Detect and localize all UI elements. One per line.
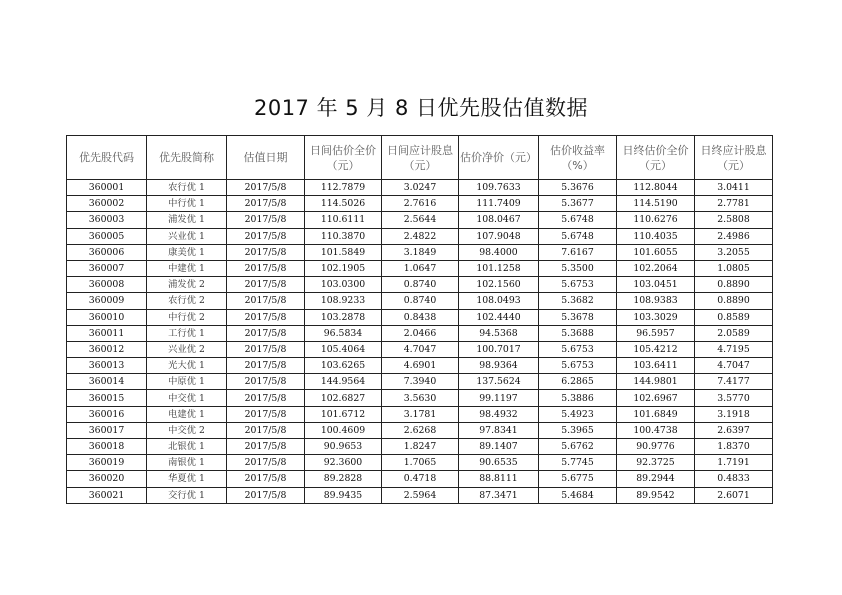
cell-intraday-accrued: 3.1849 bbox=[382, 244, 459, 260]
cell-name: 浦发优 1 bbox=[147, 212, 227, 228]
cell-code: 360017 bbox=[67, 422, 147, 438]
header-text: 优先股代码 bbox=[79, 151, 134, 164]
cell-name: 兴业优 1 bbox=[147, 228, 227, 244]
table-row bbox=[67, 439, 773, 455]
table-row bbox=[67, 422, 773, 438]
table-row bbox=[67, 487, 773, 503]
header-eod-full-price bbox=[617, 136, 695, 180]
cell-net-price: 97.8341 bbox=[459, 422, 539, 438]
cell-yield: 5.6753 bbox=[539, 277, 617, 293]
header-name bbox=[147, 136, 227, 180]
cell-yield: 6.2865 bbox=[539, 374, 617, 390]
cell-net-price: 100.7017 bbox=[459, 341, 539, 357]
cell-intraday-accrued: 2.6268 bbox=[382, 422, 459, 438]
cell-name: 电建优 1 bbox=[147, 406, 227, 422]
page-title: 2017 年 5 月 8 日优先股估值数据 bbox=[253, 96, 589, 120]
cell-intraday-full-price: 101.6712 bbox=[305, 406, 382, 422]
table-body bbox=[67, 180, 773, 504]
cell-net-price: 107.9048 bbox=[459, 228, 539, 244]
cell-net-price: 102.1560 bbox=[459, 277, 539, 293]
cell-eod-full-price: 103.3029 bbox=[617, 309, 695, 325]
cell-yield: 5.3688 bbox=[539, 325, 617, 341]
cell-yield: 5.6762 bbox=[539, 439, 617, 455]
cell-intraday-full-price: 110.6111 bbox=[305, 212, 382, 228]
cell-code: 360003 bbox=[67, 212, 147, 228]
cell-name: 工行优 1 bbox=[147, 325, 227, 341]
cell-eod-full-price: 101.6055 bbox=[617, 244, 695, 260]
cell-code: 360013 bbox=[67, 358, 147, 374]
cell-yield: 7.6167 bbox=[539, 244, 617, 260]
cell-eod-full-price: 101.6849 bbox=[617, 406, 695, 422]
cell-name: 农行优 1 bbox=[147, 180, 227, 196]
cell-intraday-full-price: 92.3600 bbox=[305, 455, 382, 471]
cell-date: 2017/5/8 bbox=[227, 406, 305, 422]
cell-yield: 5.6753 bbox=[539, 358, 617, 374]
cell-eod-accrued: 4.7195 bbox=[695, 341, 773, 357]
cell-intraday-full-price: 89.9435 bbox=[305, 487, 382, 503]
table-row bbox=[67, 228, 773, 244]
cell-intraday-full-price: 105.4064 bbox=[305, 341, 382, 357]
table-row bbox=[67, 244, 773, 260]
cell-name: 浦发优 2 bbox=[147, 277, 227, 293]
cell-date: 2017/5/8 bbox=[227, 196, 305, 212]
cell-eod-accrued: 0.8890 bbox=[695, 277, 773, 293]
cell-eod-full-price: 110.4035 bbox=[617, 228, 695, 244]
cell-code: 360011 bbox=[67, 325, 147, 341]
cell-net-price: 87.3471 bbox=[459, 487, 539, 503]
cell-eod-accrued: 2.6397 bbox=[695, 422, 773, 438]
cell-code: 360002 bbox=[67, 196, 147, 212]
cell-net-price: 98.4000 bbox=[459, 244, 539, 260]
header-code bbox=[67, 136, 147, 180]
cell-intraday-full-price: 96.5834 bbox=[305, 325, 382, 341]
cell-net-price: 90.6535 bbox=[459, 455, 539, 471]
table-header-row bbox=[67, 136, 773, 180]
cell-intraday-accrued: 4.6901 bbox=[382, 358, 459, 374]
cell-yield: 5.4684 bbox=[539, 487, 617, 503]
cell-code: 360010 bbox=[67, 309, 147, 325]
cell-intraday-accrued: 3.1781 bbox=[382, 406, 459, 422]
cell-intraday-full-price: 112.7879 bbox=[305, 180, 382, 196]
cell-date: 2017/5/8 bbox=[227, 325, 305, 341]
header-yield bbox=[539, 136, 617, 180]
cell-eod-accrued: 0.8890 bbox=[695, 293, 773, 309]
cell-eod-accrued: 3.2055 bbox=[695, 244, 773, 260]
cell-yield: 5.7745 bbox=[539, 455, 617, 471]
cell-eod-accrued: 2.0589 bbox=[695, 325, 773, 341]
cell-intraday-full-price: 90.9653 bbox=[305, 439, 382, 455]
header-text: 日间估价全价 bbox=[310, 143, 376, 157]
header-text: 估价收益率 bbox=[550, 143, 605, 157]
cell-eod-accrued: 7.4177 bbox=[695, 374, 773, 390]
cell-yield: 5.6775 bbox=[539, 471, 617, 487]
cell-intraday-accrued: 0.8438 bbox=[382, 309, 459, 325]
cell-intraday-full-price: 103.2878 bbox=[305, 309, 382, 325]
cell-code: 360008 bbox=[67, 277, 147, 293]
table-row bbox=[67, 471, 773, 487]
cell-eod-full-price: 102.2064 bbox=[617, 260, 695, 276]
header-intraday-full-price bbox=[305, 136, 382, 180]
cell-date: 2017/5/8 bbox=[227, 244, 305, 260]
cell-net-price: 89.1407 bbox=[459, 439, 539, 455]
cell-eod-full-price: 110.6276 bbox=[617, 212, 695, 228]
cell-intraday-accrued: 2.4822 bbox=[382, 228, 459, 244]
cell-intraday-accrued: 0.8740 bbox=[382, 277, 459, 293]
header-eod-accrued bbox=[695, 136, 773, 180]
cell-eod-accrued: 2.5808 bbox=[695, 212, 773, 228]
cell-eod-full-price: 89.9542 bbox=[617, 487, 695, 503]
cell-eod-accrued: 4.7047 bbox=[695, 358, 773, 374]
cell-intraday-full-price: 144.9564 bbox=[305, 374, 382, 390]
cell-net-price: 109.7633 bbox=[459, 180, 539, 196]
cell-yield: 5.3678 bbox=[539, 309, 617, 325]
cell-date: 2017/5/8 bbox=[227, 471, 305, 487]
cell-intraday-full-price: 110.3870 bbox=[305, 228, 382, 244]
header-text: （元） bbox=[717, 158, 750, 172]
table-row bbox=[67, 455, 773, 471]
header-text: 日终估价全价 bbox=[622, 143, 689, 157]
header-date bbox=[227, 136, 305, 180]
cell-code: 360020 bbox=[67, 471, 147, 487]
cell-yield: 5.3677 bbox=[539, 196, 617, 212]
cell-intraday-full-price: 89.2828 bbox=[305, 471, 382, 487]
cell-yield: 5.6748 bbox=[539, 212, 617, 228]
cell-intraday-accrued: 3.0247 bbox=[382, 180, 459, 196]
cell-name: 中交优 2 bbox=[147, 422, 227, 438]
table-row bbox=[67, 277, 773, 293]
cell-date: 2017/5/8 bbox=[227, 487, 305, 503]
cell-name: 交行优 1 bbox=[147, 487, 227, 503]
cell-name: 南银优 1 bbox=[147, 455, 227, 471]
cell-eod-accrued: 0.4833 bbox=[695, 471, 773, 487]
cell-date: 2017/5/8 bbox=[227, 341, 305, 357]
cell-intraday-accrued: 0.4718 bbox=[382, 471, 459, 487]
table-row bbox=[67, 196, 773, 212]
cell-code: 360016 bbox=[67, 406, 147, 422]
cell-net-price: 111.7409 bbox=[459, 196, 539, 212]
cell-net-price: 94.5368 bbox=[459, 325, 539, 341]
cell-date: 2017/5/8 bbox=[227, 390, 305, 406]
cell-date: 2017/5/8 bbox=[227, 439, 305, 455]
cell-intraday-accrued: 1.8247 bbox=[382, 439, 459, 455]
cell-code: 360005 bbox=[67, 228, 147, 244]
cell-eod-full-price: 92.3725 bbox=[617, 455, 695, 471]
cell-eod-accrued: 1.8370 bbox=[695, 439, 773, 455]
cell-code: 360001 bbox=[67, 180, 147, 196]
cell-intraday-accrued: 1.7065 bbox=[382, 455, 459, 471]
cell-date: 2017/5/8 bbox=[227, 228, 305, 244]
cell-intraday-accrued: 7.3940 bbox=[382, 374, 459, 390]
header-text: 优先股简称 bbox=[159, 151, 214, 164]
cell-eod-accrued: 2.4986 bbox=[695, 228, 773, 244]
header-text: （%） bbox=[561, 158, 594, 172]
cell-intraday-accrued: 2.5644 bbox=[382, 212, 459, 228]
cell-net-price: 102.4440 bbox=[459, 309, 539, 325]
cell-eod-full-price: 102.6967 bbox=[617, 390, 695, 406]
cell-intraday-accrued: 3.5630 bbox=[382, 390, 459, 406]
cell-date: 2017/5/8 bbox=[227, 260, 305, 276]
cell-intraday-accrued: 2.5964 bbox=[382, 487, 459, 503]
cell-date: 2017/5/8 bbox=[227, 293, 305, 309]
cell-intraday-accrued: 4.7047 bbox=[382, 341, 459, 357]
cell-date: 2017/5/8 bbox=[227, 374, 305, 390]
cell-intraday-accrued: 2.0466 bbox=[382, 325, 459, 341]
table-row bbox=[67, 374, 773, 390]
cell-date: 2017/5/8 bbox=[227, 277, 305, 293]
cell-eod-full-price: 112.8044 bbox=[617, 180, 695, 196]
cell-net-price: 108.0467 bbox=[459, 212, 539, 228]
header-text: 日终应计股息 bbox=[700, 143, 767, 157]
cell-code: 360019 bbox=[67, 455, 147, 471]
cell-intraday-full-price: 103.6265 bbox=[305, 358, 382, 374]
cell-name: 北银优 1 bbox=[147, 439, 227, 455]
cell-eod-accrued: 3.5770 bbox=[695, 390, 773, 406]
table-row bbox=[67, 180, 773, 196]
cell-eod-full-price: 108.9383 bbox=[617, 293, 695, 309]
cell-net-price: 98.9364 bbox=[459, 358, 539, 374]
cell-date: 2017/5/8 bbox=[227, 180, 305, 196]
cell-name: 农行优 2 bbox=[147, 293, 227, 309]
cell-yield: 5.4923 bbox=[539, 406, 617, 422]
cell-yield: 5.3682 bbox=[539, 293, 617, 309]
cell-intraday-accrued: 2.7616 bbox=[382, 196, 459, 212]
cell-code: 360015 bbox=[67, 390, 147, 406]
cell-code: 360012 bbox=[67, 341, 147, 357]
cell-net-price: 101.1258 bbox=[459, 260, 539, 276]
cell-net-price: 98.4932 bbox=[459, 406, 539, 422]
cell-name: 华夏优 1 bbox=[147, 471, 227, 487]
cell-eod-accrued: 3.0411 bbox=[695, 180, 773, 196]
cell-eod-accrued: 0.8589 bbox=[695, 309, 773, 325]
cell-name: 中原优 1 bbox=[147, 374, 227, 390]
cell-code: 360018 bbox=[67, 439, 147, 455]
cell-date: 2017/5/8 bbox=[227, 309, 305, 325]
cell-intraday-full-price: 114.5026 bbox=[305, 196, 382, 212]
header-text: 估值日期 bbox=[243, 151, 288, 164]
cell-name: 中行优 1 bbox=[147, 196, 227, 212]
header-text: 估价净价（元） bbox=[460, 151, 537, 164]
table-row bbox=[67, 390, 773, 406]
cell-yield: 5.6753 bbox=[539, 341, 617, 357]
table-row bbox=[67, 341, 773, 357]
cell-name: 光大优 1 bbox=[147, 358, 227, 374]
cell-eod-full-price: 103.6411 bbox=[617, 358, 695, 374]
cell-code: 360009 bbox=[67, 293, 147, 309]
cell-date: 2017/5/8 bbox=[227, 358, 305, 374]
header-text: 日间应计股息 bbox=[387, 143, 453, 157]
table-row bbox=[67, 293, 773, 309]
cell-date: 2017/5/8 bbox=[227, 212, 305, 228]
cell-net-price: 137.5624 bbox=[459, 374, 539, 390]
cell-name: 康美优 1 bbox=[147, 244, 227, 260]
cell-eod-accrued: 1.7191 bbox=[695, 455, 773, 471]
cell-code: 360014 bbox=[67, 374, 147, 390]
table-row bbox=[67, 325, 773, 341]
cell-eod-accrued: 3.1918 bbox=[695, 406, 773, 422]
valuation-table bbox=[66, 135, 773, 504]
cell-yield: 5.3886 bbox=[539, 390, 617, 406]
header-text: （元） bbox=[639, 158, 672, 172]
cell-name: 兴业优 2 bbox=[147, 341, 227, 357]
header-text: （元） bbox=[403, 158, 437, 172]
cell-date: 2017/5/8 bbox=[227, 422, 305, 438]
cell-name: 中交优 1 bbox=[147, 390, 227, 406]
header-net-price bbox=[459, 136, 539, 180]
cell-intraday-accrued: 1.0647 bbox=[382, 260, 459, 276]
cell-yield: 5.3500 bbox=[539, 260, 617, 276]
cell-net-price: 99.1197 bbox=[459, 390, 539, 406]
cell-name: 中建优 1 bbox=[147, 260, 227, 276]
table-row bbox=[67, 212, 773, 228]
cell-yield: 5.3965 bbox=[539, 422, 617, 438]
cell-eod-accrued: 1.0805 bbox=[695, 260, 773, 276]
cell-name: 中行优 2 bbox=[147, 309, 227, 325]
cell-eod-full-price: 105.4212 bbox=[617, 341, 695, 357]
cell-net-price: 88.8111 bbox=[459, 471, 539, 487]
cell-eod-accrued: 2.6071 bbox=[695, 487, 773, 503]
cell-intraday-full-price: 108.9233 bbox=[305, 293, 382, 309]
header-intraday-accrued bbox=[382, 136, 459, 180]
cell-intraday-full-price: 102.1905 bbox=[305, 260, 382, 276]
cell-intraday-full-price: 102.6827 bbox=[305, 390, 382, 406]
table-row bbox=[67, 309, 773, 325]
cell-eod-accrued: 2.7781 bbox=[695, 196, 773, 212]
cell-yield: 5.6748 bbox=[539, 228, 617, 244]
cell-code: 360021 bbox=[67, 487, 147, 503]
cell-eod-full-price: 100.4738 bbox=[617, 422, 695, 438]
cell-intraday-full-price: 100.4609 bbox=[305, 422, 382, 438]
cell-intraday-full-price: 101.5849 bbox=[305, 244, 382, 260]
table-row bbox=[67, 358, 773, 374]
cell-intraday-accrued: 0.8740 bbox=[382, 293, 459, 309]
cell-intraday-full-price: 103.0300 bbox=[305, 277, 382, 293]
cell-code: 360007 bbox=[67, 260, 147, 276]
cell-eod-full-price: 103.0451 bbox=[617, 277, 695, 293]
table-row bbox=[67, 260, 773, 276]
cell-eod-full-price: 144.9801 bbox=[617, 374, 695, 390]
header-text: （元） bbox=[326, 158, 360, 172]
cell-eod-full-price: 90.9776 bbox=[617, 439, 695, 455]
cell-eod-full-price: 96.5957 bbox=[617, 325, 695, 341]
cell-date: 2017/5/8 bbox=[227, 455, 305, 471]
cell-net-price: 108.0493 bbox=[459, 293, 539, 309]
table-row bbox=[67, 406, 773, 422]
cell-code: 360006 bbox=[67, 244, 147, 260]
cell-eod-full-price: 114.5190 bbox=[617, 196, 695, 212]
cell-yield: 5.3676 bbox=[539, 180, 617, 196]
cell-eod-full-price: 89.2944 bbox=[617, 471, 695, 487]
